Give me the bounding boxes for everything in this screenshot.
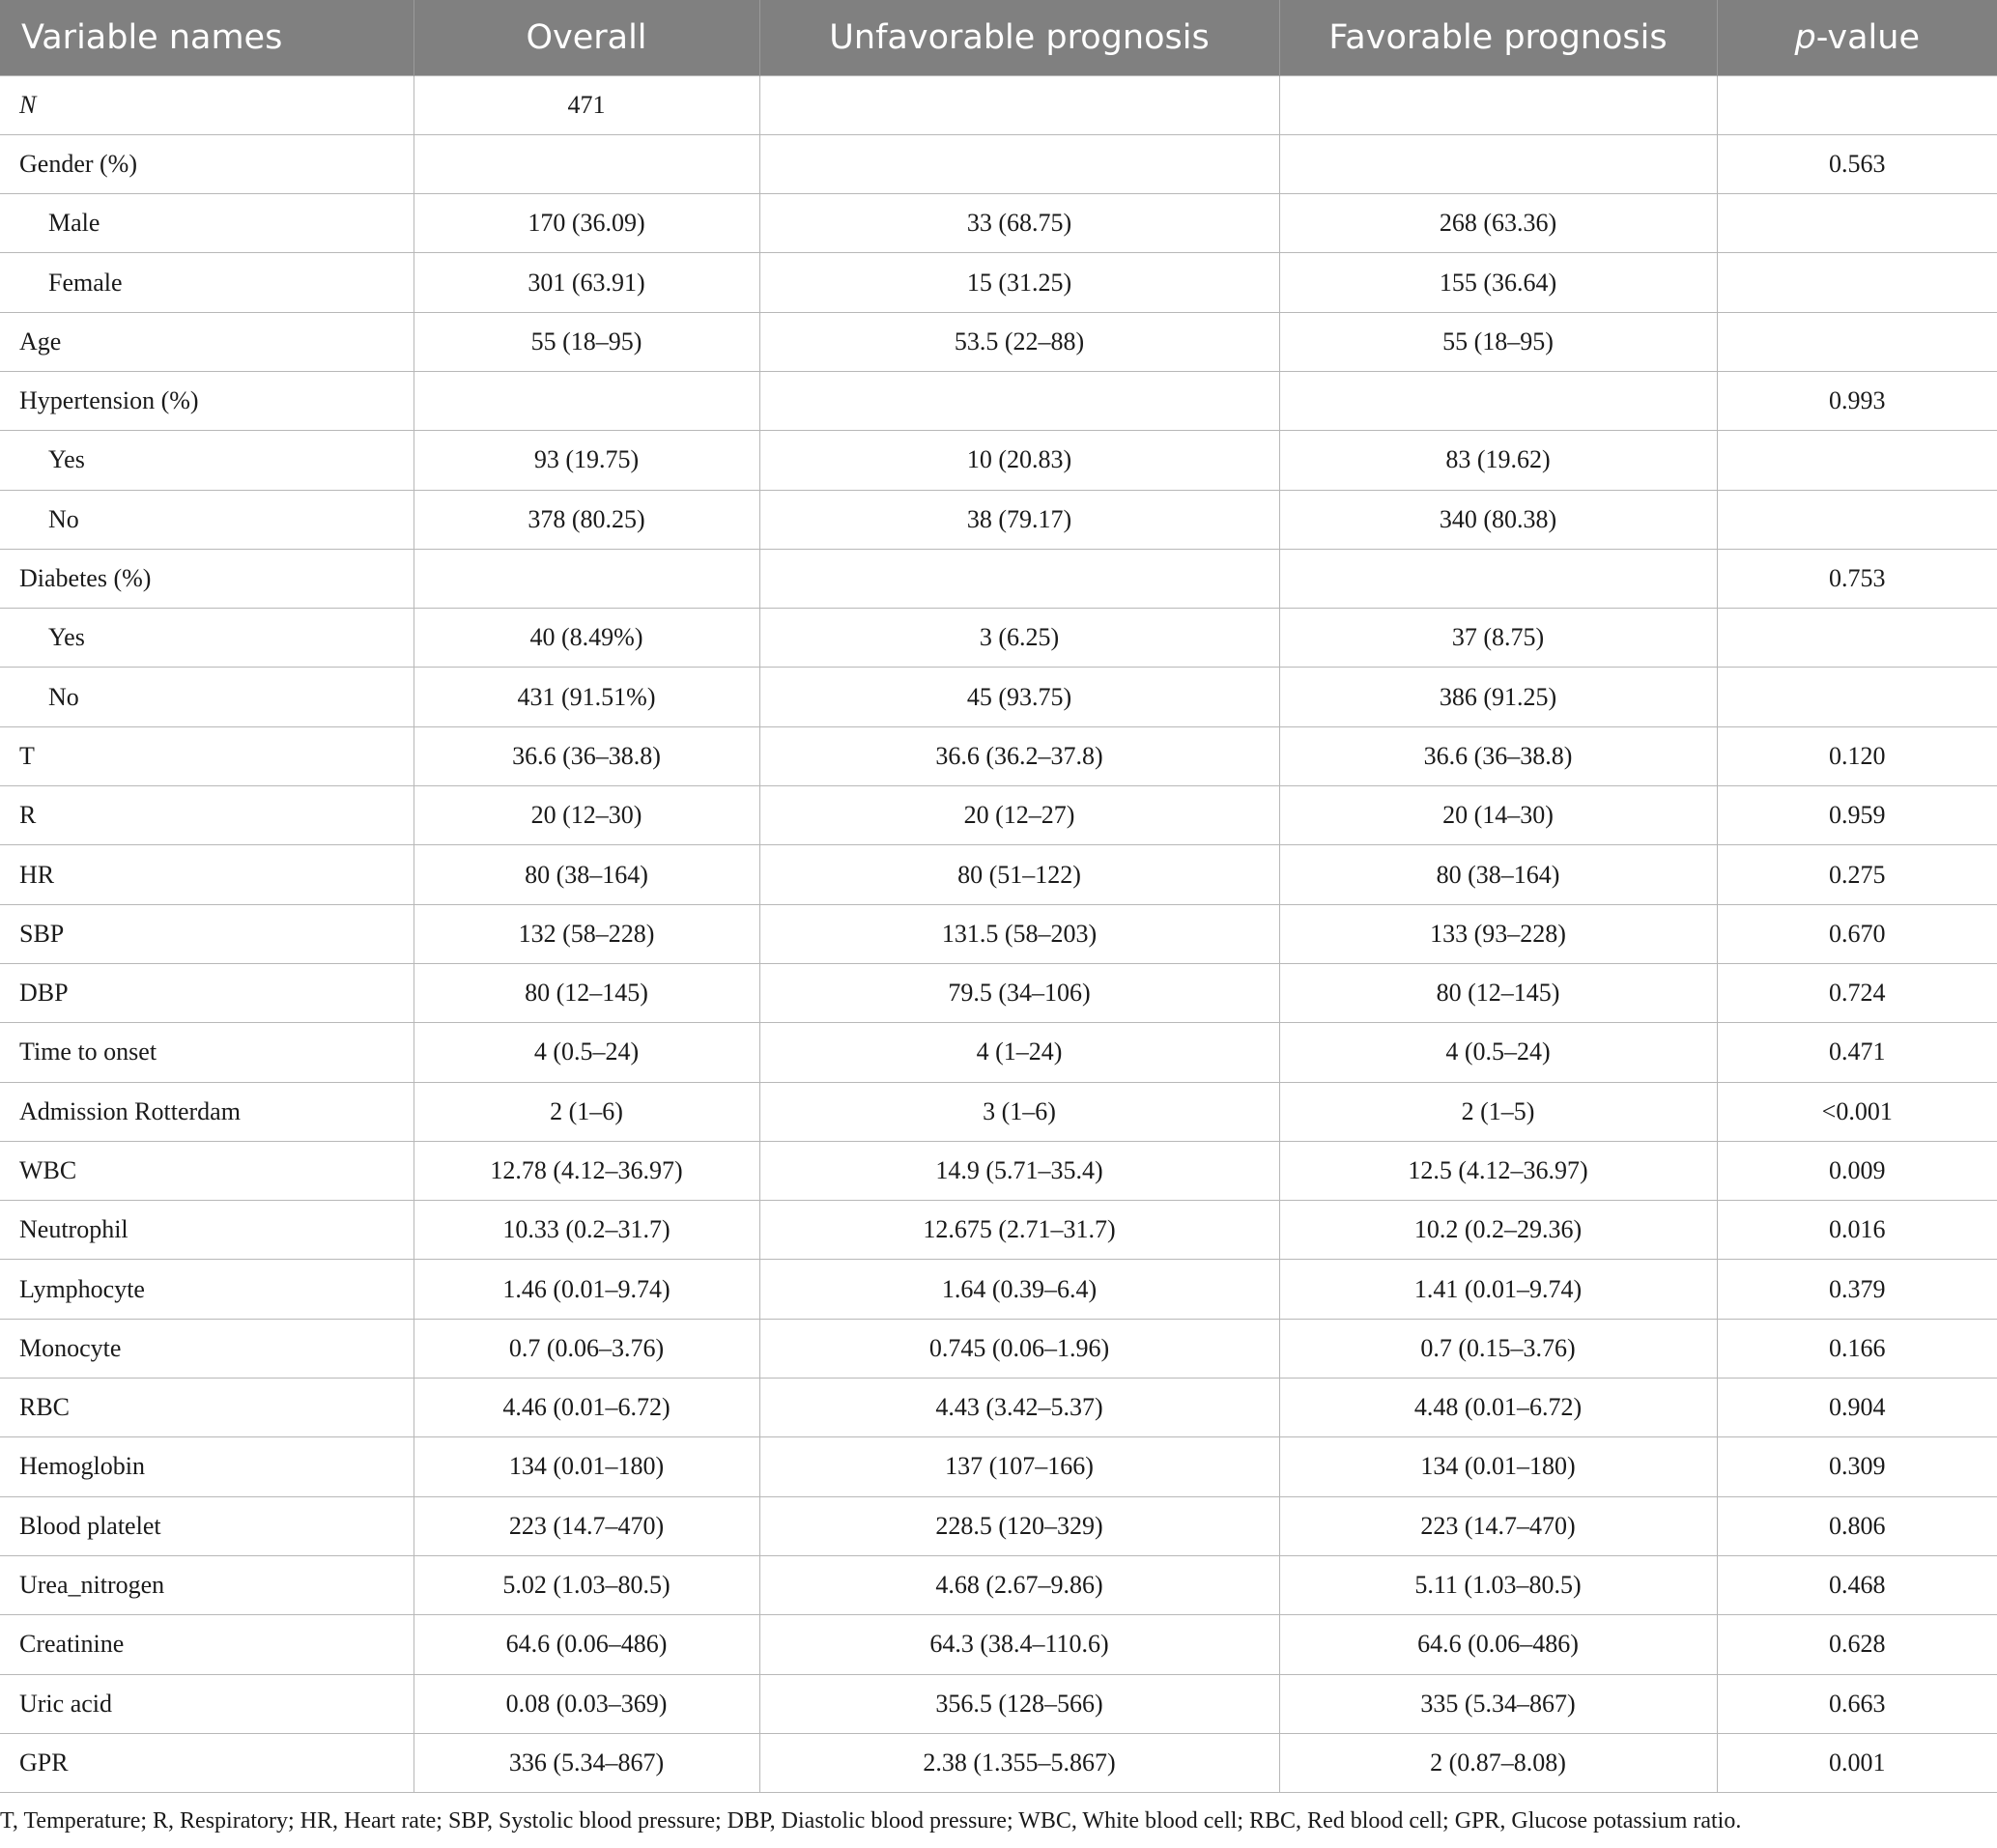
- table-row: [0, 1733, 1997, 1792]
- favorable-cell: 155 (36.64): [1279, 253, 1717, 312]
- table-body: [0, 75, 1997, 1793]
- overall-cell: [414, 549, 759, 608]
- unfavorable-cell: [759, 371, 1279, 430]
- unfavorable-cell: 0.745 (0.06–1.96): [759, 1319, 1279, 1378]
- favorable-cell: [1279, 549, 1717, 608]
- table-row: [0, 904, 1997, 963]
- variable-name-cell: DBP: [0, 963, 414, 1022]
- p-value-cell: 0.468: [1717, 1555, 1997, 1614]
- p-value-cell: 0.379: [1717, 1260, 1997, 1319]
- p-value-cell: [1717, 75, 1997, 134]
- favorable-cell: 268 (63.36): [1279, 194, 1717, 253]
- favorable-cell: 0.7 (0.15–3.76): [1279, 1319, 1717, 1378]
- variable-name-cell: Age: [0, 312, 414, 371]
- unfavorable-cell: 4.68 (2.67–9.86): [759, 1555, 1279, 1614]
- variable-name-cell: No: [0, 668, 414, 726]
- p-value-cell: <0.001: [1717, 1082, 1997, 1141]
- favorable-cell: 12.5 (4.12–36.97): [1279, 1141, 1717, 1200]
- overall-cell: 36.6 (36–38.8): [414, 726, 759, 785]
- variable-name-cell: Neutrophil: [0, 1201, 414, 1260]
- p-value-cell: 0.959: [1717, 786, 1997, 845]
- overall-cell: 378 (80.25): [414, 490, 759, 549]
- overall-cell: 301 (63.91): [414, 253, 759, 312]
- unfavorable-cell: 356.5 (128–566): [759, 1674, 1279, 1733]
- p-value-cell: [1717, 194, 1997, 253]
- p-value-cell: [1717, 312, 1997, 371]
- p-value-cell: 0.563: [1717, 134, 1997, 193]
- unfavorable-cell: 14.9 (5.71–35.4): [759, 1141, 1279, 1200]
- unfavorable-cell: 2.38 (1.355–5.867): [759, 1733, 1279, 1792]
- unfavorable-cell: 228.5 (120–329): [759, 1496, 1279, 1555]
- unfavorable-cell: 20 (12–27): [759, 786, 1279, 845]
- p-value-cell: [1717, 253, 1997, 312]
- overall-cell: 20 (12–30): [414, 786, 759, 845]
- unfavorable-cell: 1.64 (0.39–6.4): [759, 1260, 1279, 1319]
- table-row: [0, 1082, 1997, 1141]
- overall-cell: 0.08 (0.03–369): [414, 1674, 759, 1733]
- table-row: [0, 253, 1997, 312]
- unfavorable-cell: 36.6 (36.2–37.8): [759, 726, 1279, 785]
- favorable-cell: [1279, 371, 1717, 430]
- p-value-cell: 0.016: [1717, 1201, 1997, 1260]
- variable-name-cell: Gender (%): [0, 134, 414, 193]
- p-value-cell: 0.001: [1717, 1733, 1997, 1792]
- overall-cell: 2 (1–6): [414, 1082, 759, 1141]
- variable-name-cell: GPR: [0, 1733, 414, 1792]
- unfavorable-cell: [759, 549, 1279, 608]
- overall-cell: 134 (0.01–180): [414, 1437, 759, 1496]
- favorable-cell: 83 (19.62): [1279, 431, 1717, 490]
- p-value-cell: 0.009: [1717, 1141, 1997, 1200]
- table-row: [0, 1201, 1997, 1260]
- variable-name-cell: Male: [0, 194, 414, 253]
- table-row: [0, 371, 1997, 430]
- table-row: [0, 1555, 1997, 1614]
- favorable-cell: 55 (18–95): [1279, 312, 1717, 371]
- favorable-cell: 80 (12–145): [1279, 963, 1717, 1022]
- favorable-cell: 2 (1–5): [1279, 1082, 1717, 1141]
- table-row: [0, 1437, 1997, 1496]
- unfavorable-cell: 12.675 (2.71–31.7): [759, 1201, 1279, 1260]
- table-row: [0, 312, 1997, 371]
- overall-cell: 4.46 (0.01–6.72): [414, 1379, 759, 1437]
- table-row: [0, 1496, 1997, 1555]
- variable-name-cell: T: [0, 726, 414, 785]
- overall-cell: 4 (0.5–24): [414, 1023, 759, 1082]
- table-row: [0, 134, 1997, 193]
- favorable-cell: 134 (0.01–180): [1279, 1437, 1717, 1496]
- header-p-suffix: -value: [1815, 17, 1920, 57]
- favorable-cell: 80 (38–164): [1279, 845, 1717, 904]
- overall-cell: 132 (58–228): [414, 904, 759, 963]
- variable-name-cell: Admission Rotterdam: [0, 1082, 414, 1141]
- overall-cell: 5.02 (1.03–80.5): [414, 1555, 759, 1614]
- table-row: [0, 609, 1997, 668]
- unfavorable-cell: 137 (107–166): [759, 1437, 1279, 1496]
- table-row: [0, 1141, 1997, 1200]
- p-value-cell: [1717, 490, 1997, 549]
- favorable-cell: 335 (5.34–867): [1279, 1674, 1717, 1733]
- unfavorable-cell: 4 (1–24): [759, 1023, 1279, 1082]
- overall-cell: 431 (91.51%): [414, 668, 759, 726]
- unfavorable-cell: 33 (68.75): [759, 194, 1279, 253]
- unfavorable-cell: [759, 134, 1279, 193]
- overall-cell: 1.46 (0.01–9.74): [414, 1260, 759, 1319]
- table-row: [0, 1615, 1997, 1674]
- variable-name-cell: Female: [0, 253, 414, 312]
- favorable-cell: [1279, 134, 1717, 193]
- p-value-cell: 0.166: [1717, 1319, 1997, 1378]
- overall-cell: 170 (36.09): [414, 194, 759, 253]
- table-row: [0, 75, 1997, 134]
- variable-name-cell: Diabetes (%): [0, 549, 414, 608]
- table-row: [0, 431, 1997, 490]
- p-value-cell: [1717, 609, 1997, 668]
- unfavorable-cell: 3 (6.25): [759, 609, 1279, 668]
- favorable-cell: 386 (91.25): [1279, 668, 1717, 726]
- unfavorable-cell: 64.3 (38.4–110.6): [759, 1615, 1279, 1674]
- variable-name-cell: Hypertension (%): [0, 371, 414, 430]
- favorable-cell: 10.2 (0.2–29.36): [1279, 1201, 1717, 1260]
- unfavorable-cell: 80 (51–122): [759, 845, 1279, 904]
- overall-cell: 55 (18–95): [414, 312, 759, 371]
- unfavorable-cell: 3 (1–6): [759, 1082, 1279, 1141]
- table-row: [0, 668, 1997, 726]
- overall-cell: 64.6 (0.06–486): [414, 1615, 759, 1674]
- table-row: [0, 490, 1997, 549]
- overall-cell: 471: [414, 75, 759, 134]
- variable-name-cell: Urea_nitrogen: [0, 1555, 414, 1614]
- unfavorable-cell: 10 (20.83): [759, 431, 1279, 490]
- p-value-cell: 0.120: [1717, 726, 1997, 785]
- unfavorable-cell: 79.5 (34–106): [759, 963, 1279, 1022]
- favorable-cell: 2 (0.87–8.08): [1279, 1733, 1717, 1792]
- overall-cell: 10.33 (0.2–31.7): [414, 1201, 759, 1260]
- unfavorable-cell: 38 (79.17): [759, 490, 1279, 549]
- table-row: [0, 1379, 1997, 1437]
- p-value-cell: 0.753: [1717, 549, 1997, 608]
- overall-cell: [414, 371, 759, 430]
- p-value-cell: [1717, 668, 1997, 726]
- p-value-cell: 0.904: [1717, 1379, 1997, 1437]
- table-footnote: T, Temperature; R, Respiratory; HR, Heart rate; SBP, Systolic blood pressure; DBP, Diastolic blood pressure; WBC, White blood cell; RBC, Red blood cell; GPR, Glucose potassium ratio.: [0, 1808, 1742, 1834]
- variable-name-cell: WBC: [0, 1141, 414, 1200]
- favorable-cell: 223 (14.7–470): [1279, 1496, 1717, 1555]
- overall-cell: 336 (5.34–867): [414, 1733, 759, 1792]
- p-value-cell: 0.724: [1717, 963, 1997, 1022]
- overall-cell: 40 (8.49%): [414, 609, 759, 668]
- variable-name-cell: Hemoglobin: [0, 1437, 414, 1496]
- header-favorable: Favorable prognosis: [1279, 0, 1717, 75]
- table-row: [0, 194, 1997, 253]
- favorable-cell: 4 (0.5–24): [1279, 1023, 1717, 1082]
- favorable-cell: 64.6 (0.06–486): [1279, 1615, 1717, 1674]
- unfavorable-cell: 131.5 (58–203): [759, 904, 1279, 963]
- variable-name-cell: HR: [0, 845, 414, 904]
- header-row: [0, 0, 1997, 75]
- variable-name-cell: Lymphocyte: [0, 1260, 414, 1319]
- overall-cell: 223 (14.7–470): [414, 1496, 759, 1555]
- favorable-cell: 1.41 (0.01–9.74): [1279, 1260, 1717, 1319]
- header-unfavorable: Unfavorable prognosis: [759, 0, 1279, 75]
- unfavorable-cell: 15 (31.25): [759, 253, 1279, 312]
- header-overall: Overall: [414, 0, 759, 75]
- p-value-cell: 0.670: [1717, 904, 1997, 963]
- unfavorable-cell: [759, 75, 1279, 134]
- p-value-cell: 0.628: [1717, 1615, 1997, 1674]
- favorable-cell: 340 (80.38): [1279, 490, 1717, 549]
- header-p-letter: p: [1794, 17, 1816, 57]
- variable-name-cell: Creatinine: [0, 1615, 414, 1674]
- variable-name-cell: Yes: [0, 609, 414, 668]
- p-value-cell: 0.663: [1717, 1674, 1997, 1733]
- p-value-cell: 0.993: [1717, 371, 1997, 430]
- overall-cell: [414, 134, 759, 193]
- p-value-cell: 0.275: [1717, 845, 1997, 904]
- p-value-cell: [1717, 431, 1997, 490]
- variable-name-cell: SBP: [0, 904, 414, 963]
- table-row: [0, 726, 1997, 785]
- overall-cell: 93 (19.75): [414, 431, 759, 490]
- table-row: [0, 845, 1997, 904]
- overall-cell: 80 (38–164): [414, 845, 759, 904]
- variable-name-cell: No: [0, 490, 414, 549]
- table-row: [0, 1260, 1997, 1319]
- header-variable-names: Variable names: [21, 17, 283, 57]
- unfavorable-cell: 4.43 (3.42–5.37): [759, 1379, 1279, 1437]
- variable-name-cell: N: [0, 75, 414, 134]
- variable-name-cell: RBC: [0, 1379, 414, 1437]
- favorable-cell: [1279, 75, 1717, 134]
- favorable-cell: 133 (93–228): [1279, 904, 1717, 963]
- overall-cell: 12.78 (4.12–36.97): [414, 1141, 759, 1200]
- favorable-cell: 36.6 (36–38.8): [1279, 726, 1717, 785]
- favorable-cell: 4.48 (0.01–6.72): [1279, 1379, 1717, 1437]
- variable-name-cell: Uric acid: [0, 1674, 414, 1733]
- overall-cell: 80 (12–145): [414, 963, 759, 1022]
- favorable-cell: 37 (8.75): [1279, 609, 1717, 668]
- variable-name-cell: Blood platelet: [0, 1496, 414, 1555]
- p-value-cell: 0.309: [1717, 1437, 1997, 1496]
- variable-name-cell: Monocyte: [0, 1319, 414, 1378]
- table-row: [0, 1674, 1997, 1733]
- table-row: [0, 786, 1997, 845]
- favorable-cell: 20 (14–30): [1279, 786, 1717, 845]
- table-row: [0, 1023, 1997, 1082]
- overall-cell: 0.7 (0.06–3.76): [414, 1319, 759, 1378]
- table-row: [0, 963, 1997, 1022]
- variable-name-cell: Yes: [0, 431, 414, 490]
- header-p-value: [1717, 0, 1997, 75]
- p-value-cell: 0.806: [1717, 1496, 1997, 1555]
- table-row: [0, 549, 1997, 608]
- table-row: [0, 1319, 1997, 1378]
- unfavorable-cell: 45 (93.75): [759, 668, 1279, 726]
- p-value-cell: 0.471: [1717, 1023, 1997, 1082]
- favorable-cell: 5.11 (1.03–80.5): [1279, 1555, 1717, 1614]
- variable-name-cell: Time to onset: [0, 1023, 414, 1082]
- variable-name-cell: R: [0, 786, 414, 845]
- unfavorable-cell: 53.5 (22–88): [759, 312, 1279, 371]
